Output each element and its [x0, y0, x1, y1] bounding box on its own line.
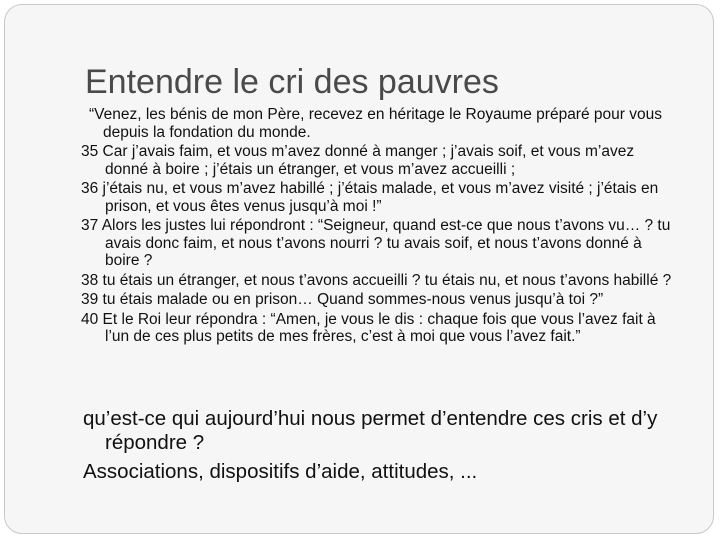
- verse-35: 35 Car j’avais faim, et vous m’avez donné à manger ; j’avais soif, et vous m’avez donné à boire ; j’étais un étranger, et vous m’avez accueilli ;: [81, 143, 635, 178]
- slide-frame: [4, 4, 714, 534]
- slide-title: Entendre le cri des pauvres: [85, 63, 499, 101]
- verse-39: 39 tu étais malade ou en prison… Quand sommes-nous venus jusqu’à toi ?”: [81, 291, 604, 308]
- verse-36: 36 j’étais nu, et vous m’avez habillé ; j’étais malade, et vous m’avez visité ; j’étais en prison, et vous êtes venus jusqu’à moi !”: [81, 180, 659, 215]
- verse-34: “Venez, les bénis de mon Père, recevez en héritage le Royaume préparé pour vous depuis la fondation du monde.: [89, 106, 662, 141]
- reflection-question: qu’est-ce qui aujourd’hui nous permet d’entendre ces cris et d’y répondre ?: [83, 407, 658, 454]
- verse-40: 40 Et le Roi leur répondra : “Amen, je vous le dis : chaque fois que vous l’avez fait à l’un de ces plus petits de mes frères, c’est à moi que vous l’avez fait.”: [81, 310, 656, 345]
- verse-37: 37 Alors les justes lui répondront : “Seigneur, quand est-ce que nous t’avons vu… ? tu avais donc faim, et nous t’avons nourri ? tu avais soif, et nous t’avons donné à boire ?: [81, 217, 671, 269]
- verse-38: 38 tu étais un étranger, et nous t’avons accueilli ? tu étais nu, et nous t’avons habillé ?: [81, 271, 672, 289]
- answer-line: Associations, dispositifs d’aide, attitudes, ...: [83, 460, 478, 483]
- scripture-passage: [81, 106, 677, 348]
